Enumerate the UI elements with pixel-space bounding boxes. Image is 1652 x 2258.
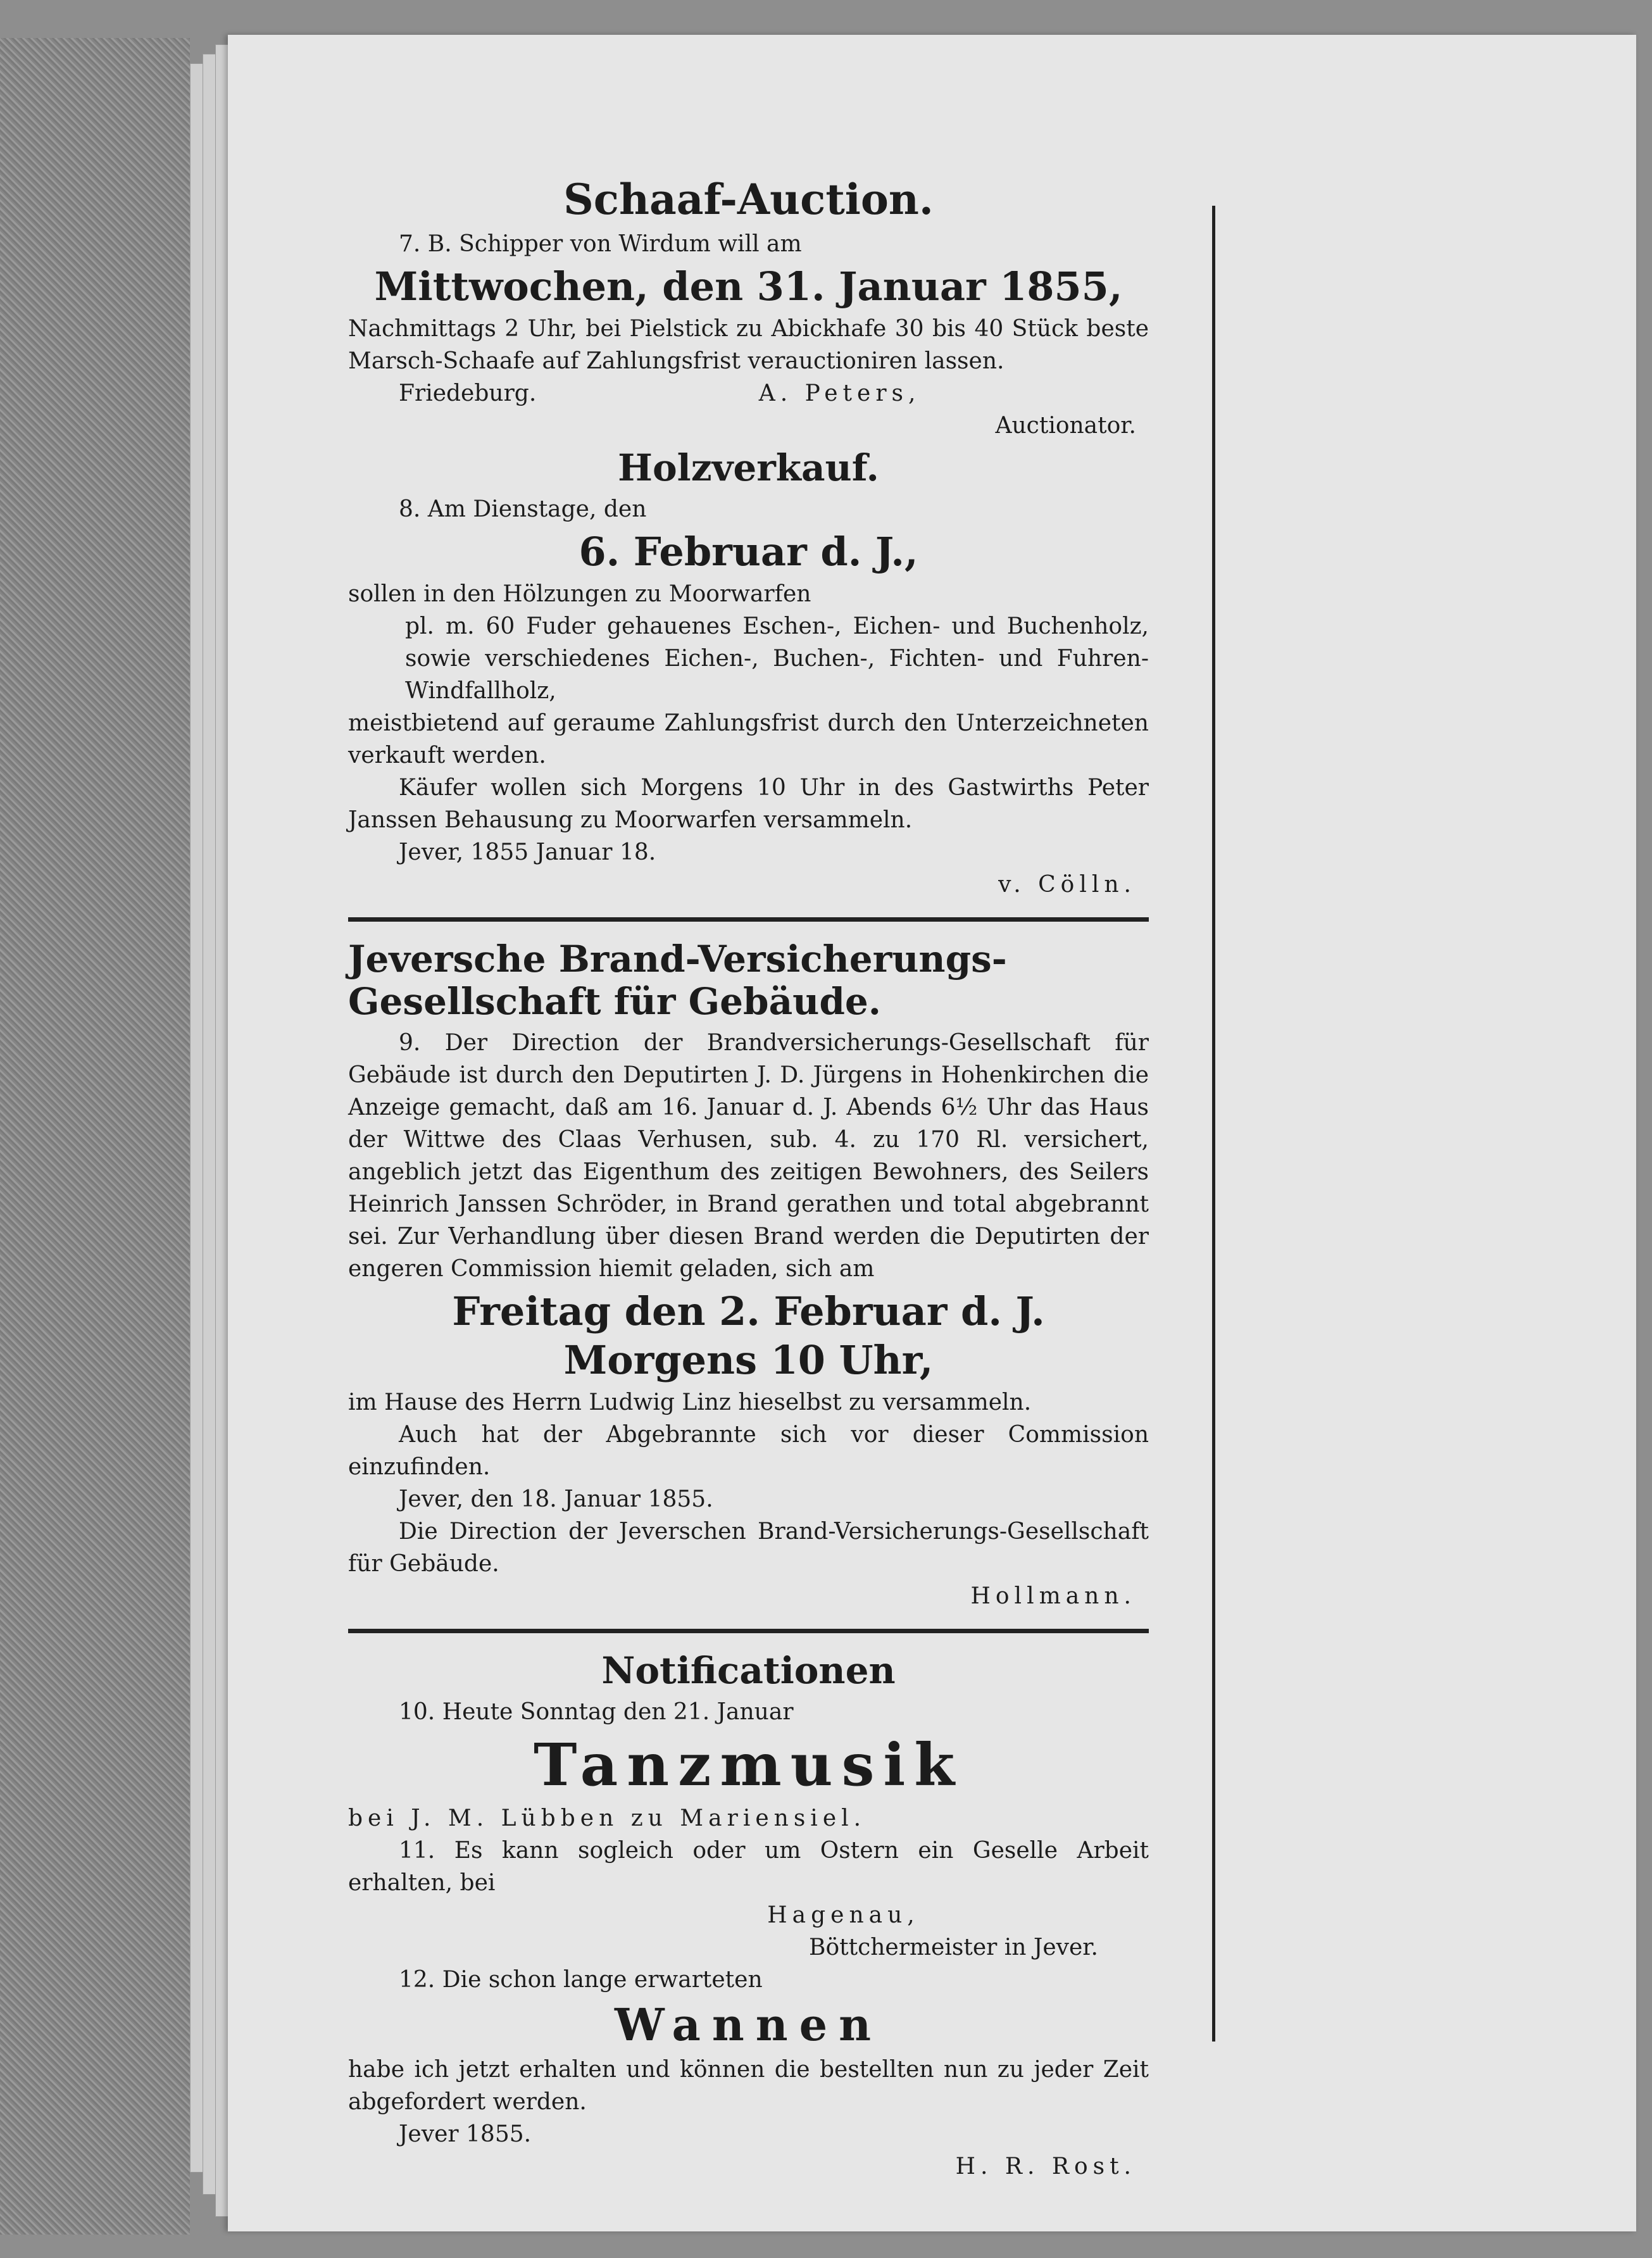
holz-signer: v. Cölln. [998, 872, 1136, 898]
brand-versicherung-notice [348, 938, 1149, 1612]
schaaf-date: Mittwochen, den 31. Januar 1855, [374, 263, 1123, 310]
holzverkauf-notice [348, 447, 1149, 901]
section-rule [348, 917, 1149, 922]
left-column [348, 171, 1149, 2183]
schaaf-place: Friedeburg. [399, 380, 537, 407]
section-rule [348, 1629, 1149, 1633]
notif-10: 10. Heute Sonntag den 21. Januar [399, 1698, 794, 1725]
notif-12-place: Jever 1855. [399, 2121, 532, 2148]
brand-signer: Hollmann. [970, 1583, 1136, 1610]
holz-date: 6. Februar d. J., [579, 528, 918, 575]
notif-title: Notificationen [601, 1649, 896, 1693]
brand-direction: Die Direction der Jeverschen Brand-Versicherungs-Gesellschaft für Gebäude. [348, 1519, 1149, 1577]
schaaf-intro: 7. B. Schipper von Wirdum will am [399, 230, 802, 257]
wannen-heading: Wannen [614, 1998, 883, 2052]
tanzmusik-venue: bei J. M. Lübben zu Mariensiel. [348, 1805, 867, 1832]
schaaf-role: Auctionator. [995, 413, 1136, 439]
brand-also: Auch hat der Abgebrannte sich vor dieser Commission einzufinden. [348, 1422, 1149, 1481]
holz-title: Holzverkauf. [618, 446, 879, 490]
brand-body: 9. Der Direction der Brandversicherungs-Gesellschaft für Gebäude ist durch den Deputirten J. D. Jürgens in Hohenkirchen die Anzeige gemacht, daß am 16. Januar d. J. Abends 6½ Uhr das Haus der Wittwe des Claas Verhusen, sub. 4. zu 170 Rl. versichert, angeblich jetzt das Eigenthum des zeitigen Bewohners, des Seilers Heinrich Janssen Schröder, in Brand gerathen und total abgebrannt sei. Zur Verhandlung über diesen Brand werden die Deputirten der engeren Commission hiemit geladen, sich am [348, 1029, 1149, 1282]
newspaper-page [228, 35, 1636, 2231]
schaaf-signer: A. Peters, [758, 380, 921, 407]
brand-place-line: im Hause des Herrn Ludwig Linz hieselbst zu versammeln. [348, 1389, 1032, 1416]
notif-12-body: habe ich jetzt erhalten und können die bestellten nun zu jeder Zeit abgefordert werden. [348, 2057, 1149, 2116]
holz-intro: 8. Am Dienstage, den [399, 496, 647, 522]
holz-line1: sollen in den Hölzungen zu Moorwarfen [348, 581, 811, 608]
holz-body: meistbietend auf geraume Zahlungsfrist durch den Unterzeichneten verkauft werden. [348, 710, 1149, 769]
notif-11-name: Hagenau, [767, 1902, 920, 1929]
brand-dateline: Jever, den 18. Januar 1855. [399, 1486, 713, 1513]
schaaf-body: Nachmittags 2 Uhr, bei Pielstick zu Abickhafe 30 bis 40 Stück beste Marsch-Schaafe auf Zahlungsfrist verauctioniren lassen. [348, 316, 1149, 375]
tanzmusik-heading: Tanzmusik [533, 1730, 964, 1799]
holz-buyers: Käufer wollen sich Morgens 10 Uhr in des Gastwirths Peter Janssen Behausung zu Moorwarfen versammeln. [348, 775, 1149, 834]
holz-line2: pl. m. 60 Fuder gehauenes Eschen-, Eichen- und Buchenholz, sowie verschiedenes Eichen-, Buchen-, Fichten- und Fuhren-Windfallholz, [405, 613, 1149, 705]
notificationen-section [348, 1650, 1149, 2183]
column-divider [1212, 206, 1215, 2042]
notif-11-role: Böttchermeister in Jever. [809, 1935, 1098, 1961]
notif-12-signer: H. R. Rost. [955, 2154, 1136, 2180]
schaaf-auction-notice [348, 176, 1149, 442]
notif-12: 12. Die schon lange erwarteten [399, 1967, 763, 1993]
holz-place: Jever, 1855 Januar 18. [399, 839, 656, 866]
schaaf-signature [348, 377, 1149, 410]
notif-11: 11. Es kann sogleich oder um Ostern ein Geselle Arbeit erhalten, bei [348, 1838, 1149, 1897]
schaaf-title: Schaaf-Auction. [563, 175, 934, 224]
brand-title: Jeversche Brand-Versicherungs-Gesellschaft für Gebäude. [348, 938, 1007, 1023]
book-cover [0, 38, 190, 2235]
brand-date1: Freitag den 2. Februar d. J. [452, 1288, 1045, 1334]
brand-date2: Morgens 10 Uhr, [563, 1336, 934, 1383]
